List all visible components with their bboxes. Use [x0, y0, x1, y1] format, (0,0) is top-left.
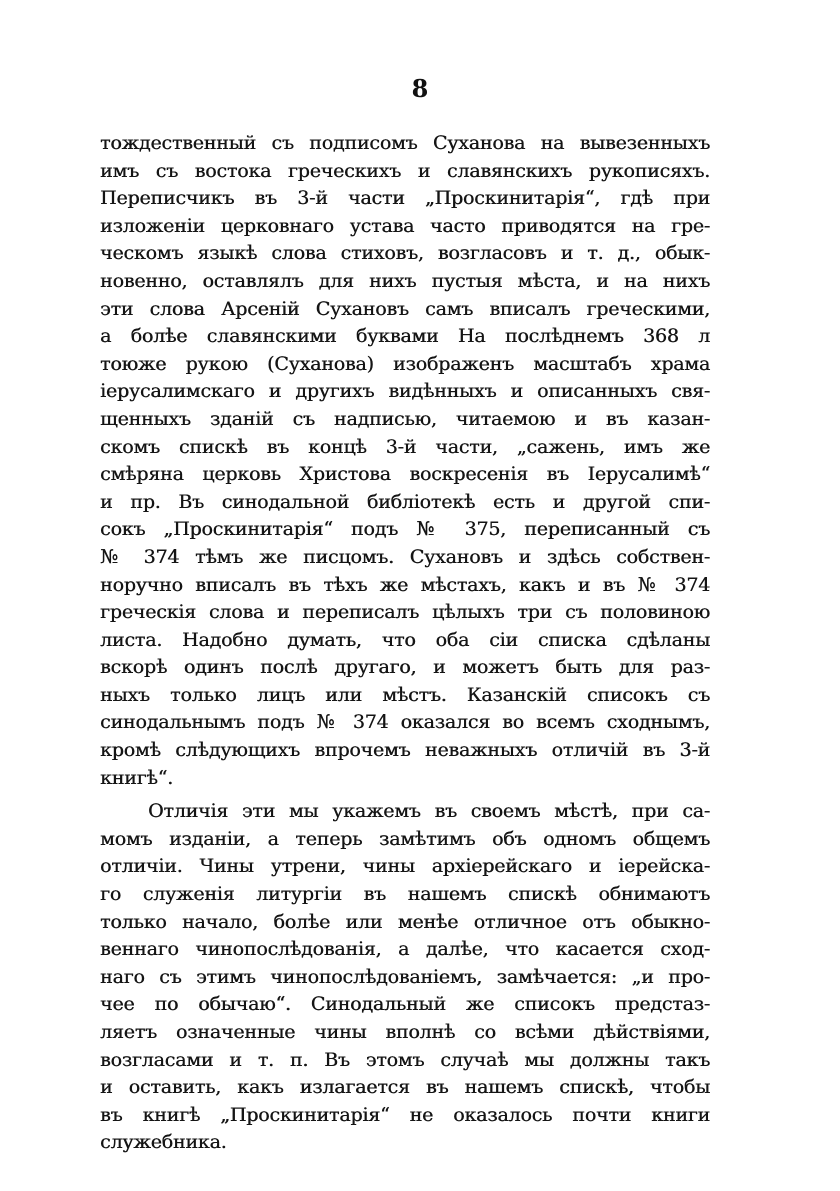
- text-line: го служенія литургіи въ нашемъ спискѣ обнимаютъ: [100, 883, 710, 906]
- body-text: [100, 130, 710, 1157]
- text-line: синодальнымъ подъ № 374 оказался во всемъ сходнымъ,: [100, 711, 710, 734]
- text-line: Переписчикъ въ 3-й части „Проскинитарія“, гдѣ при: [100, 187, 710, 210]
- text-line: и пр. Въ синодальной библіотекѣ есть и другой спи-: [100, 490, 710, 513]
- text-line: норучно вписалъ въ тѣхъ же мѣстахъ, какъ и въ № 374: [100, 573, 710, 596]
- text-line: іерусалимскаго и другихъ видѣнныхъ и описанныхъ свя-: [100, 380, 710, 403]
- text-line: книгѣ“.: [100, 766, 173, 789]
- text-line: греческія слова и переписалъ цѣлыхъ три съ половиною: [100, 601, 710, 624]
- text-line: веннаго чинопослѣдованія, а далѣе, что касается сход-: [100, 938, 710, 961]
- text-line: вскорѣ одинъ послѣ другаго, и можетъ быть для раз-: [100, 656, 710, 679]
- paragraph-1: [100, 130, 710, 792]
- page-number: 8: [411, 74, 429, 103]
- text-line: только начало, болѣе или менѣе отличное отъ обыкно-: [100, 910, 710, 933]
- text-line: новенно, оставлялъ для нихъ пустыя мѣста, и на нихъ: [100, 269, 710, 292]
- text-line: № 374 тѣмъ же писцомъ. Сухановъ и здѣсь собствен-: [100, 545, 710, 568]
- text-line: щенныхъ зданій съ надписью, читаемою и въ казан-: [100, 407, 710, 430]
- text-line: ныхъ только лицъ или мѣстъ. Казанскій списокъ съ: [100, 683, 710, 706]
- text-line: сокъ „Проскинитарія“ подъ № 375, переписанный съ: [100, 518, 710, 541]
- text-line: и оставить, какъ излагается въ нашемъ спискѣ, чтобы: [100, 1076, 710, 1099]
- text-line: тоюже рукою (Суханова) изображенъ масштабъ храма: [100, 352, 710, 375]
- text-line: кромѣ слѣдующихъ впрочемъ неважныхъ отличій въ 3-й: [100, 739, 710, 762]
- text-line: а болѣе славянскими буквами На послѣднемъ 368 л: [100, 325, 710, 348]
- text-line: скомъ спискѣ въ концѣ 3-й части, „сажень, имъ же: [100, 435, 710, 458]
- text-line: въ книгѣ „Проскинитарія“ не оказалось почти книги: [100, 1103, 710, 1126]
- text-line: изложеніи церковнаго устава часто приводятся на гре-: [100, 214, 710, 237]
- text-line: ляетъ означенные чины вполнѣ со всѣми дѣйствіями,: [100, 1021, 710, 1043]
- text-line: ческомъ языкѣ слова стиховъ, возгласовъ и т. д., обык-: [100, 242, 710, 265]
- text-line: Отличія эти мы укажемъ въ своемъ мѣстѣ, при са-: [148, 800, 710, 823]
- text-line: смѣряна церковь Христова воскресенія въ Іерусалимѣ“: [100, 463, 710, 486]
- text-line: возгласами и т. п. Въ этомъ случаѣ мы должны такъ: [100, 1048, 710, 1071]
- text-line: листа. Надобно думать, что оба сіи списка сдѣланы: [100, 628, 710, 651]
- text-line: момъ изданіи, а теперь замѣтимъ объ одномъ общемъ: [100, 827, 710, 850]
- text-line: отличіи. Чины утрени, чины архіерейскаго и іерейска-: [100, 855, 710, 878]
- text-line: наго съ этимъ чинопослѣдованіемъ, замѣчается: „и про-: [100, 965, 710, 988]
- text-line: эти слова Арсеній Сухановъ самъ вписалъ греческими,: [100, 297, 710, 320]
- text-line: тождественный съ подписомъ Суханова на вывезенныхъ: [100, 132, 710, 154]
- text-line: имъ съ востока греческихъ и славянскихъ рукописяхъ.: [100, 159, 710, 182]
- text-line: служебника.: [100, 1131, 227, 1154]
- text-line: чее по обычаю“. Синодальный же списокъ предстаз-: [100, 993, 710, 1016]
- paragraph-2: [100, 798, 710, 1157]
